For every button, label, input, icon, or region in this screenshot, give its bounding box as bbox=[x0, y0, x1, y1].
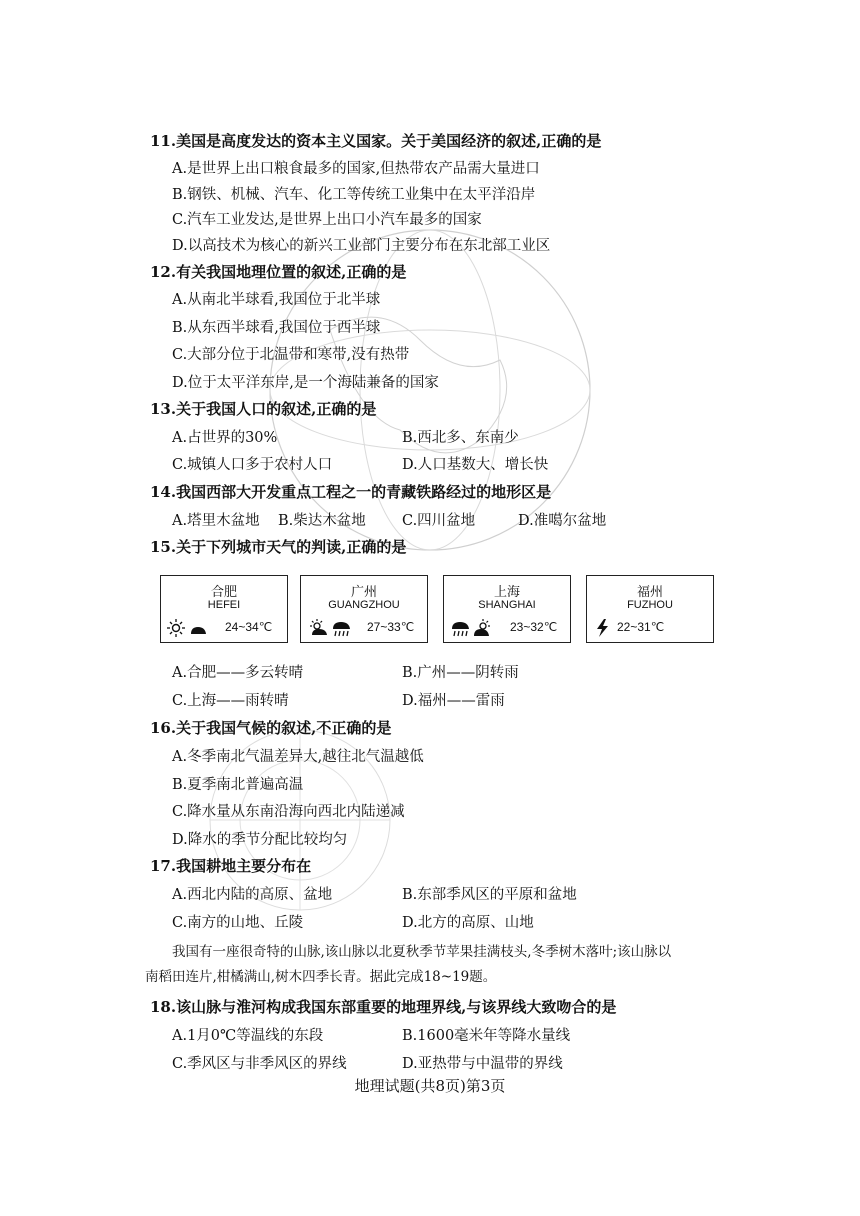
weather-symbols-shanghai bbox=[450, 618, 500, 638]
question-12-option-d: D.位于太平洋东岸,是一个海陆兼备的国家 bbox=[172, 375, 439, 391]
temperature-range: 22~31℃ bbox=[617, 620, 665, 634]
city-name-en: GUANGZHOU bbox=[328, 599, 400, 611]
cloud-icon bbox=[191, 627, 206, 634]
question-11-option-d: D.以高技术为核心的新兴工业部门主要分布在东北部工业区 bbox=[172, 238, 551, 254]
question-16-option-b: B.夏季南北普遍高温 bbox=[172, 777, 304, 793]
question-15-option-c: C.上海——雨转晴 bbox=[172, 693, 289, 709]
question-16-option-c: C.降水量从东南沿海向西北内陆递减 bbox=[172, 804, 405, 820]
lightning-icon bbox=[597, 619, 608, 637]
question-17-option-b: B.东部季风区的平原和盆地 bbox=[402, 887, 577, 903]
partly-cloudy-icon bbox=[310, 619, 327, 635]
question-17-option-d: D.北方的高原、山地 bbox=[402, 915, 534, 931]
question-16-option-d: D.降水的季节分配比较均匀 bbox=[172, 832, 348, 848]
question-14-stem: 14.我国西部大开发重点工程之一的青藏铁路经过的地形区是 bbox=[150, 483, 552, 501]
partly-cloudy-icon bbox=[474, 619, 490, 636]
question-18-option-b: B.1600毫米年等降水量线 bbox=[402, 1028, 571, 1044]
city-name-cn: 上海 bbox=[493, 585, 520, 600]
temperature-range: 24~34℃ bbox=[225, 620, 273, 634]
question-17-option-a: A.西北内陆的高原、盆地 bbox=[172, 887, 333, 903]
weather-symbols-fuzhou bbox=[593, 618, 613, 638]
city-name-cn: 福州 bbox=[636, 585, 663, 600]
question-13-option-d: D.人口基数大、增长快 bbox=[402, 457, 549, 473]
weather-symbols-hefei bbox=[167, 618, 211, 638]
question-18-option-a: A.1月0℃等温线的东段 bbox=[172, 1028, 324, 1044]
rain-icon bbox=[452, 622, 469, 636]
temperature-range: 23~32℃ bbox=[510, 620, 558, 634]
question-16-stem: 16.关于我国气候的叙述,不正确的是 bbox=[150, 719, 392, 737]
question-18-option-c: C.季风区与非季风区的界线 bbox=[172, 1056, 347, 1072]
question-14-option-c: C.四川盆地 bbox=[402, 513, 476, 529]
weather-panel-fuzhou bbox=[586, 575, 714, 643]
question-16-option-a: A.冬季南北气温差异大,越往北气温越低 bbox=[172, 749, 424, 765]
question-11-stem: 11.美国是高度发达的资本主义国家。关于美国经济的叙述,正确的是 bbox=[150, 132, 602, 150]
rain-icon bbox=[333, 622, 350, 636]
city-name-cn: 合肥 bbox=[210, 585, 237, 600]
question-17-stem: 17.我国耕地主要分布在 bbox=[150, 857, 312, 875]
temperature-range: 27~33℃ bbox=[367, 620, 415, 634]
city-name-cn: 广州 bbox=[350, 585, 377, 600]
question-13-option-b: B.西北多、东南少 bbox=[402, 430, 519, 446]
question-12-option-b: B.从东西半球看,我国位于西半球 bbox=[172, 320, 381, 336]
question-14-option-b: B.柴达木盆地 bbox=[278, 513, 366, 529]
weather-forecast-panels bbox=[160, 575, 720, 647]
question-11-option-c: C.汽车工业发达,是世界上出口小汽车最多的国家 bbox=[172, 212, 482, 228]
sun-icon bbox=[167, 619, 185, 637]
question-12-option-a: A.从南北半球看,我国位于北半球 bbox=[172, 292, 381, 308]
city-name-en: HEFEI bbox=[207, 599, 241, 611]
reading-passage-line-2: 南稻田连片,柑橘满山,树木四季长青。据此完成18~19题。 bbox=[145, 969, 497, 985]
city-name-en: FUZHOU bbox=[627, 599, 673, 611]
weather-symbols-guangzhou bbox=[307, 618, 357, 638]
question-15-option-d: D.福州——雷雨 bbox=[402, 693, 505, 709]
page-footer: 地理试题(共8页)第3页 bbox=[354, 1077, 506, 1095]
question-11-option-b: B.钢铁、机械、汽车、化工等传统工业集中在太平洋沿岸 bbox=[172, 187, 536, 203]
question-18-option-d: D.亚热带与中温带的界线 bbox=[402, 1056, 563, 1072]
question-15-option-b: B.广州——阴转雨 bbox=[402, 665, 519, 681]
reading-passage-line-1: 我国有一座很奇特的山脉,该山脉以北夏秋季节苹果挂满枝头,冬季树木落叶;该山脉以 bbox=[172, 944, 672, 960]
question-18-stem: 18.该山脉与淮河构成我国东部重要的地理界线,与该界线大致吻合的是 bbox=[150, 998, 617, 1016]
weather-panel-hefei bbox=[160, 575, 288, 643]
question-11-option-a: A.是世界上出口粮食最多的国家,但热带农产品需大量进口 bbox=[172, 161, 540, 177]
question-15-stem: 15.关于下列城市天气的判读,正确的是 bbox=[150, 538, 407, 556]
question-14-option-d: D.准噶尔盆地 bbox=[518, 513, 607, 529]
city-name-en: SHANGHAI bbox=[478, 599, 536, 611]
question-15-option-a: A.合肥——多云转晴 bbox=[172, 665, 304, 681]
question-14-option-a: A.塔里木盆地 bbox=[172, 513, 260, 529]
question-12-stem: 12.有关我国地理位置的叙述,正确的是 bbox=[150, 263, 407, 281]
question-13-option-c: C.城镇人口多于农村人口 bbox=[172, 457, 333, 473]
weather-panel-guangzhou bbox=[300, 575, 428, 643]
question-12-option-c: C.大部分位于北温带和寒带,没有热带 bbox=[172, 347, 410, 363]
question-13-stem: 13.关于我国人口的叙述,正确的是 bbox=[150, 400, 377, 418]
question-13-option-a: A.占世界的30% bbox=[172, 430, 278, 446]
weather-panel-shanghai bbox=[443, 575, 571, 643]
question-17-option-c: C.南方的山地、丘陵 bbox=[172, 915, 304, 931]
